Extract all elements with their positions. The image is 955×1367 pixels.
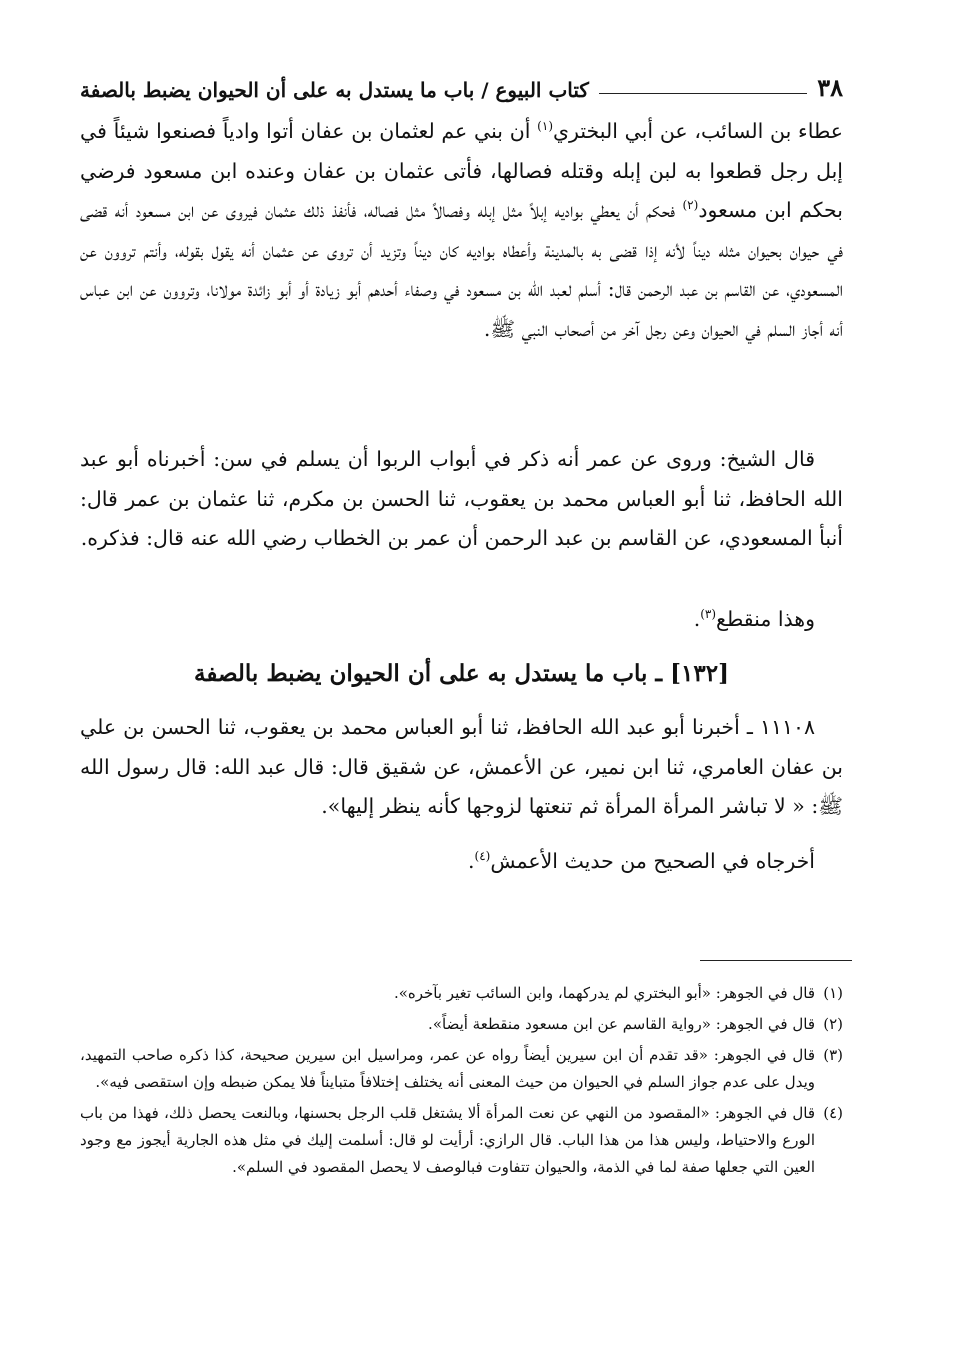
footnote-3 (80, 1042, 843, 1096)
footnote-number: (١) (823, 984, 843, 1002)
text-run: وهذا منقطع (716, 607, 815, 631)
footnote-1 (80, 980, 843, 1007)
footnote-ref-3[interactable]: (٣) (700, 607, 717, 622)
footnote-text: قال في الجوهر: «المقصود من النهي عن نعت المرأة ألا يشتغل قلب الرجل بحسنها، وبالنعت يحصل ذلك، فهذا من باب الورع والاحتياط، وليس هذا من هذا الباب. قال الرازي: أرأيت لو قال: أسلمت إليك في مثل هذه الجارية أيجوز مع وجود العين التي جعلها صفة لما في الذمة، والحيوان تتفاوت فبالوصف لا يحصل المقصود في السلم». (80, 1104, 815, 1176)
footnote-2 (80, 1011, 843, 1038)
text-run: عطاء بن السائب، عن أبي البختري (553, 119, 843, 143)
footnote-text: قال في الجوهر: «أبو البختري لم يدركهما، وابن السائب تغير بآخره». (393, 984, 815, 1002)
footnote-ref-4[interactable]: (٤) (474, 849, 491, 864)
footnote-number: (٣) (823, 1046, 843, 1064)
paragraph-conclusion (80, 842, 843, 882)
footnote-separator (700, 960, 852, 961)
footnote-ref-2[interactable]: (٢) (682, 198, 699, 213)
page-number: ٣٨ (817, 73, 843, 102)
text-run: أن بني عم لعثمان بن عفان أتوا وادياً فصنعوا شيئاً في إبل رجل قطعوا به لبن إبله وقتله فصالها، فأتى عثمان بن عفان وعنده ابن مسعود فرضي بحكم ابن مسعود (80, 119, 843, 222)
footnote-text: قال في الجوهر: «رواية القاسم عن ابن مسعود منقطعة أيضاً». (428, 1015, 815, 1033)
footnote-number: (٢) (823, 1015, 843, 1033)
running-title: كتاب البيوع / باب ما يستدل به على أن الحيوان يضبط بالصفة (80, 78, 589, 102)
footnote-text: قال في الجوهر: «قد تقدم أن ابن سيرين أيضاً رواه عن عمر، ومراسيل ابن سيرين صحيحة، كذا ذكره صاحب التمهيد، ويدل على عدم جواز السلم في الحيوان من حيث المعنى أنه يختلف إختلافاً متبايناً فلا يمكن ضبطه وإن استقصى فيه». (80, 1046, 815, 1091)
hadith-paragraph (80, 708, 843, 827)
paragraph-text: قال الشيخ: وروى عن عمر أنه ذكر في أبواب الربوا أن يسلم في سن: أخبرناه أبو عبد الله الحافظ، ثنا أبو العباس محمد بن يعقوب، ثنا الحسن بن مكرم، ثنا عثمان بن عمر قال: أنبأ المسعودي، عن القاسم بن عبد الرحمن أن عمر بن الخطاب رضي الله عنه قال: فذكره. (80, 447, 843, 550)
period: . (468, 849, 475, 873)
footnote-ref-1[interactable]: (١) (537, 119, 553, 134)
paragraph-opening (80, 112, 843, 349)
footnote-4 (80, 1100, 843, 1181)
footnote-number: (٤) (823, 1104, 843, 1122)
hadith-text: ١١١٠٨ ـ أخبرنا أبو عبد الله الحافظ، ثنا أبو العباس محمد بن يعقوب، ثنا الحسن بن علي بن عفان العامري، ثنا ابن نمير، عن الأعمش، عن شقيق قال: قال عبد الله: قال رسول الله ﷺ: « لا تباشر المرأة المرأة ثم تنعتها لزوجها كأنه ينظر إليها». (80, 715, 843, 818)
paragraph-munqati (80, 600, 843, 640)
running-header (80, 68, 843, 102)
period: . (693, 607, 701, 631)
footnotes (80, 980, 843, 1185)
text-run: فحكم أن يعطي بواديه إبلاً مثل إبله وفصالاً مثل فصاله، فأنفذ ذلك عثمان فيروى عن ابن مسعود أنه قضى في حيوان بحيوان مثله ديناً لأنه إذا قضى به بالمدينة وأعطاه بواديه كان ديناً وتزيد أن تروى عن عثمان أنه يقول بقوله، وأنتم تروون عن المسعودي، عن القاسم بن عبد الرحمن قال: أسلم لعبد الله بن مسعود في وصفاء أحدهم أبو زيادة أو أبو زائدة مولانا، وتروون عن ابن عباس أنه أجاز السلم في الحيوان وعن رجل آخر من أصحاب النبي ﷺ. (80, 198, 843, 341)
chapter-heading: [١٣٢] ـ باب ما يستدل به على أن الحيوان يضبط بالصفة (194, 660, 729, 687)
paragraph-shaykh (80, 440, 843, 559)
text-run: أخرجاه في الصحيح من حديث الأعمش (490, 849, 815, 873)
header-rule (599, 93, 807, 94)
